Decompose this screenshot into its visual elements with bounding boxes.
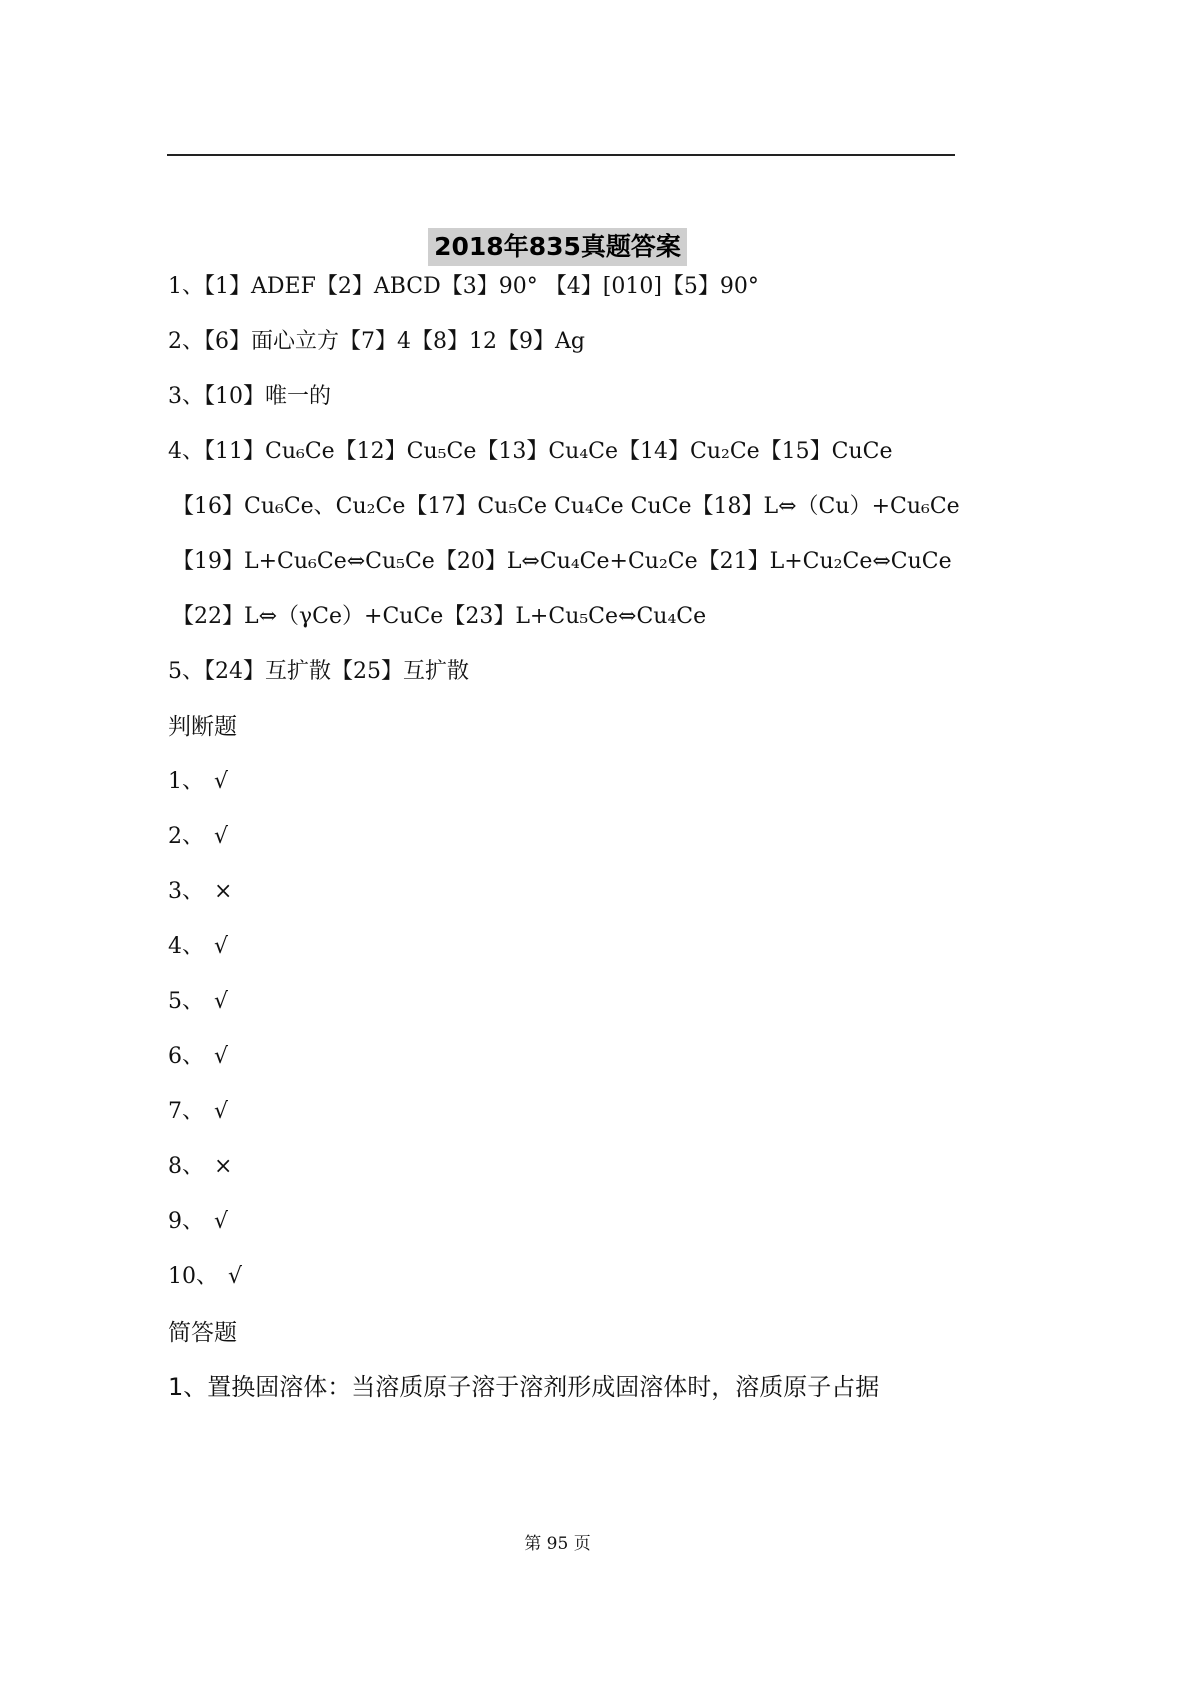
fill-in-line-4: 4、【11】Cu₆Ce【12】Cu₅Ce【13】Cu₄Ce【14】Cu₂Ce【15】CuCe [168,439,893,464]
judgment-item [168,767,228,797]
judgment-item-mark: √ [214,1209,229,1234]
judgment-item [168,822,228,852]
judgment-item-mark: √ [214,1044,229,1069]
judgment-item-mark: √ [228,1264,243,1289]
fill-in-line-8: 5、【24】互扩散【25】互扩散 [168,659,469,684]
judgment-item-mark: √ [214,1099,229,1124]
fill-in-line-2: 2、【6】面心立方【7】4【8】12【9】Ag [168,329,585,354]
fill-in-line-6: 【19】L+Cu₆Ce⇔Cu₅Ce【20】L⇔Cu₄Ce+Cu₂Ce【21】L+Cu₂Ce⇔CuCe [172,549,952,574]
judgment-item-mark: × [214,879,233,904]
short-answer-heading: 简答题 [168,1320,237,1346]
judgment-item [168,987,228,1017]
judgment-item [168,932,228,962]
judgment-item [168,1152,232,1182]
judgment-item-number: 1、 [168,769,204,794]
page-number: 第 95 页 [524,1534,591,1554]
fill-in-line-5: 【16】Cu₆Ce、Cu₂Ce【17】Cu₅Ce Cu₄Ce CuCe【18】L⇔（Cu）+Cu₆Ce [172,494,960,519]
judgment-item-mark: × [214,1154,233,1179]
page-title [0,228,1115,266]
judgment-heading: 判断题 [168,714,237,740]
judgment-item [168,1042,228,1072]
fill-in-line-1: 1、【1】ADEF【2】ABCD【3】90° 【4】[010]【5】90° [168,274,759,299]
fill-in-line-3: 3、【10】唯一的 [168,384,331,409]
judgment-item-number: 7、 [168,1099,204,1124]
judgment-item-number: 8、 [168,1154,204,1179]
judgment-item-number: 6、 [168,1044,204,1069]
judgment-item [168,1097,228,1127]
judgment-item-number: 10、 [168,1264,218,1289]
judgment-item-number: 3、 [168,879,204,904]
fill-in-line-7: 【22】L⇔（γCe）+CuCe【23】L+Cu₅Ce⇔Cu₄Ce [172,604,707,629]
judgment-item-mark: √ [214,824,229,849]
judgment-item-number: 9、 [168,1209,204,1234]
judgment-item-number: 5、 [168,989,204,1014]
short-answer-item-1: 1、置换固溶体：当溶质原子溶于溶剂形成固溶体时，溶质原子占据 [168,1373,880,1401]
header-rule [167,154,955,156]
title-text: 2018年835真题答案 [428,228,687,266]
judgment-item-number: 2、 [168,824,204,849]
judgment-item-number: 4、 [168,934,204,959]
judgment-item-mark: √ [214,934,229,959]
judgment-item-mark: √ [214,769,229,794]
judgment-item-mark: √ [214,989,229,1014]
judgment-item [168,877,232,907]
judgment-item [168,1207,228,1237]
judgment-item [168,1262,242,1292]
